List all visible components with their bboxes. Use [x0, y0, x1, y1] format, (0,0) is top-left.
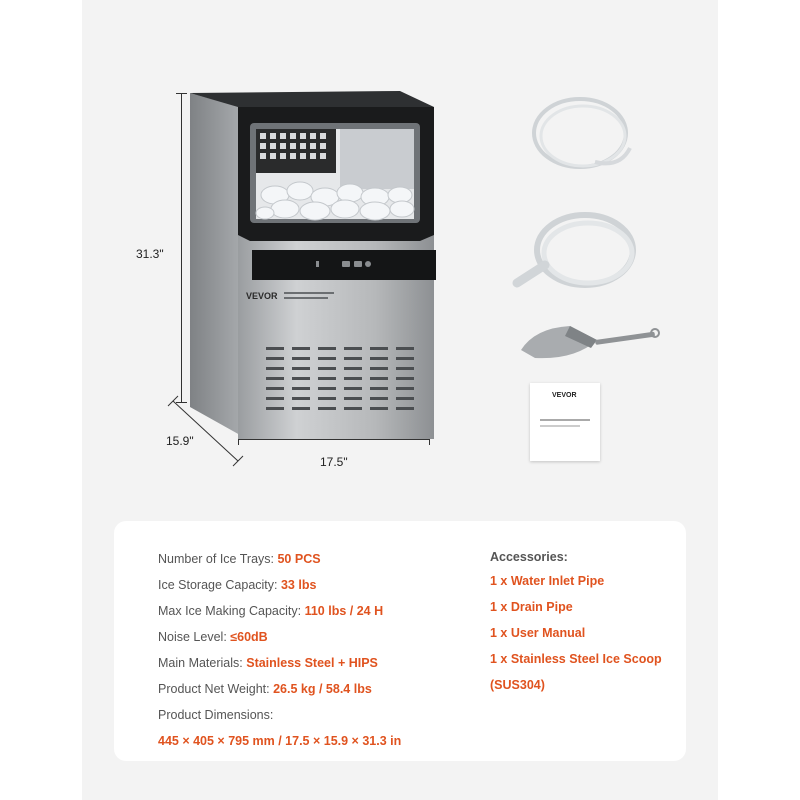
spec-label: Product Dimensions:	[158, 708, 274, 722]
spec-value: 50 PCS	[277, 552, 321, 566]
spec-value: 26.5 kg / 58.4 lbs	[273, 682, 372, 696]
spec-materials	[158, 656, 378, 670]
ice-maker-illustration	[180, 85, 440, 445]
depth-dimension-label: 15.9"	[166, 434, 194, 448]
accessory-item: 1 x Drain Pipe	[490, 600, 573, 614]
spec-label: Product Net Weight:	[158, 682, 274, 696]
height-dimension-label: 31.3"	[136, 247, 164, 261]
spec-dimensions	[158, 708, 273, 722]
ice-scoop-image	[515, 318, 665, 368]
specifications-card	[114, 521, 686, 761]
spec-label: Ice Storage Capacity:	[158, 578, 281, 592]
user-manual-brand: VEVOR	[552, 392, 577, 399]
spec-net-weight	[158, 682, 372, 696]
spec-value: ≤60dB	[230, 630, 268, 644]
accessory-item: 1 x Water Inlet Pipe	[490, 574, 605, 588]
spec-ice-trays	[158, 552, 321, 566]
water-inlet-pipe-image	[525, 88, 635, 188]
spec-max-capacity	[158, 604, 383, 618]
spec-label: Main Materials:	[158, 656, 247, 670]
spec-value: 110 lbs / 24 H	[304, 604, 384, 618]
user-manual-image	[530, 383, 600, 461]
machine-brand-logo: VEVOR	[246, 291, 278, 301]
spec-label: Number of Ice Trays:	[158, 552, 278, 566]
spec-value: Stainless Steel + HIPS	[246, 656, 378, 670]
manual-line	[540, 419, 590, 421]
spec-value: 33 lbs	[280, 578, 317, 592]
drain-pipe-image	[505, 205, 645, 305]
spec-label: Max Ice Making Capacity:	[158, 604, 305, 618]
accessory-item: 1 x User Manual	[490, 626, 586, 640]
accessory-item: (SUS304)	[490, 678, 545, 692]
manual-line	[540, 425, 580, 427]
spec-dimensions-value	[158, 734, 401, 748]
accessory-item: 1 x Stainless Steel Ice Scoop	[490, 652, 662, 666]
width-dimension-label: 17.5"	[320, 455, 348, 469]
spec-label: Noise Level:	[158, 630, 231, 644]
spec-ice-storage	[158, 578, 316, 592]
accessories-title: Accessories:	[490, 550, 568, 564]
spec-noise-level	[158, 630, 268, 644]
spec-value: 445 × 405 × 795 mm / 17.5 × 15.9 × 31.3 in	[158, 734, 402, 748]
